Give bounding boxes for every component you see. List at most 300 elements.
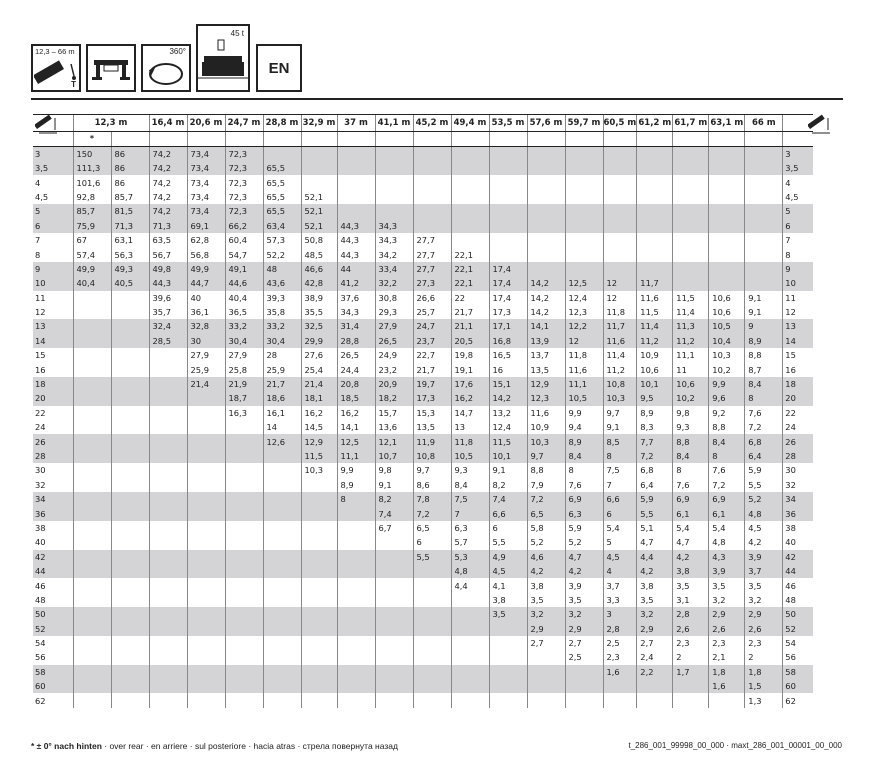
load-value-cell: 10,9 <box>527 420 565 434</box>
load-value-cell <box>225 593 263 607</box>
load-value-cell <box>375 147 413 162</box>
load-value-cell: 32,8 <box>187 319 225 333</box>
load-value-cell: 7,2 <box>527 492 565 506</box>
load-value-cell: 23,2 <box>375 362 413 376</box>
load-value-cell: 21,7 <box>263 377 301 391</box>
load-value-cell: 7,9 <box>527 478 565 492</box>
load-value-cell: 73,4 <box>187 190 225 204</box>
load-value-cell <box>451 622 489 636</box>
load-value-cell <box>375 622 413 636</box>
load-value-cell: 5,2 <box>527 535 565 549</box>
load-value-cell <box>375 161 413 175</box>
load-value-cell: 4,9 <box>489 550 527 564</box>
load-value-cell <box>73 377 111 391</box>
load-value-cell <box>187 679 225 693</box>
load-value-cell <box>375 550 413 564</box>
load-value-cell <box>263 147 301 162</box>
load-value-cell <box>451 665 489 679</box>
load-value-cell: 2,3 <box>603 650 637 664</box>
load-value-cell: 7 <box>451 506 489 520</box>
load-value-cell <box>527 650 565 664</box>
load-value-cell <box>225 665 263 679</box>
load-value-cell: 2,5 <box>603 636 637 650</box>
load-value-cell <box>413 219 451 233</box>
table-row <box>33 420 813 434</box>
load-value-cell: 21,4 <box>301 377 337 391</box>
radius-cell-left: 3 <box>33 147 73 162</box>
load-value-cell <box>637 679 673 693</box>
load-value-cell <box>337 693 375 707</box>
load-value-cell <box>673 233 709 247</box>
load-value-cell: 11,8 <box>603 305 637 319</box>
load-value-cell: 25,9 <box>263 362 301 376</box>
load-value-cell <box>709 276 745 290</box>
load-value-cell: 5,5 <box>489 535 527 549</box>
load-value-cell <box>375 204 413 218</box>
language-badge[interactable] <box>256 44 302 92</box>
load-value-cell <box>745 147 783 162</box>
load-value-cell <box>187 636 225 650</box>
load-value-cell <box>301 564 337 578</box>
load-value-cell <box>673 276 709 290</box>
load-value-cell: 12,6 <box>263 434 301 448</box>
load-value-cell <box>489 679 527 693</box>
load-value-cell: 11,4 <box>673 305 709 319</box>
boom-length-subheader: * <box>73 132 111 147</box>
load-value-cell <box>745 161 783 175</box>
radius-cell-left: 60 <box>33 679 73 693</box>
load-value-cell <box>73 607 111 621</box>
radius-cell-left: 42 <box>33 550 73 564</box>
load-value-cell: 85,7 <box>73 204 111 218</box>
load-value-cell: 6,5 <box>413 521 451 535</box>
load-value-cell: 16,3 <box>225 406 263 420</box>
load-value-cell <box>745 219 783 233</box>
load-value-cell <box>149 593 187 607</box>
load-value-cell <box>187 506 225 520</box>
load-value-cell: 14,1 <box>337 420 375 434</box>
load-value-cell: 6,7 <box>375 521 413 535</box>
load-value-cell <box>375 650 413 664</box>
load-value-cell <box>673 147 709 162</box>
load-value-cell: 6,4 <box>745 449 783 463</box>
radius-cell-right: 28 <box>783 449 813 463</box>
load-value-cell <box>527 665 565 679</box>
load-value-cell <box>451 161 489 175</box>
load-value-cell <box>73 679 111 693</box>
boom-length-header: 59,7 m <box>565 115 603 132</box>
load-value-cell: 38,9 <box>301 291 337 305</box>
load-value-cell <box>709 175 745 189</box>
load-value-cell <box>337 607 375 621</box>
load-value-cell <box>263 550 301 564</box>
load-value-cell: 10,6 <box>673 377 709 391</box>
load-value-cell <box>375 535 413 549</box>
load-value-cell <box>527 262 565 276</box>
load-value-cell <box>375 190 413 204</box>
load-value-cell: 24,4 <box>337 362 375 376</box>
boom-length-subheader <box>603 132 637 147</box>
load-value-cell: 19,7 <box>413 377 451 391</box>
radius-cell-left: 16 <box>35 364 46 375</box>
load-value-cell: 13,5 <box>413 420 451 434</box>
load-value-cell: 44,7 <box>187 276 225 290</box>
load-value-cell: 2,9 <box>745 607 783 621</box>
load-value-cell: 13,6 <box>375 420 413 434</box>
load-value-cell <box>111 348 149 362</box>
boom-length-header: 45,2 m <box>413 115 451 132</box>
load-value-cell: 11,5 <box>673 291 709 305</box>
load-value-cell: 6,3 <box>451 521 489 535</box>
load-value-cell <box>337 622 375 636</box>
load-value-cell <box>745 233 783 247</box>
table-row <box>33 276 813 290</box>
load-value-cell: 10,8 <box>603 377 637 391</box>
load-value-cell <box>225 492 263 506</box>
load-value-cell <box>565 679 603 693</box>
load-value-cell: 12 <box>565 334 603 348</box>
load-value-cell: 9,7 <box>527 449 565 463</box>
table-row <box>33 607 813 621</box>
load-value-cell: 22,1 <box>451 276 489 290</box>
load-value-cell: 3,5 <box>527 593 565 607</box>
load-value-cell: 7,8 <box>413 492 451 506</box>
load-value-cell: 6,5 <box>527 506 565 520</box>
load-value-cell <box>73 564 111 578</box>
load-value-cell <box>73 535 111 549</box>
load-value-cell: 2,6 <box>709 622 745 636</box>
load-value-cell <box>263 650 301 664</box>
load-value-cell: 8,4 <box>565 449 603 463</box>
load-value-cell: 11,6 <box>565 362 603 376</box>
load-value-cell: 8,4 <box>709 434 745 448</box>
load-value-cell: 15,3 <box>413 406 451 420</box>
load-value-cell <box>413 593 451 607</box>
load-value-cell <box>149 492 187 506</box>
boom-range-label: 12,3 – 66 m <box>35 47 75 56</box>
load-value-cell <box>225 564 263 578</box>
load-value-cell <box>111 665 149 679</box>
load-value-cell <box>709 247 745 261</box>
load-value-cell: 23,7 <box>413 334 451 348</box>
load-value-cell: 4,6 <box>527 550 565 564</box>
load-value-cell: 1,6 <box>603 665 637 679</box>
load-value-cell: 2,9 <box>527 622 565 636</box>
load-value-cell: 73,4 <box>187 204 225 218</box>
radius-cell-right: 13 <box>783 319 813 333</box>
boom-length-subheader <box>527 132 565 147</box>
load-value-cell: 92,8 <box>73 190 111 204</box>
load-value-cell <box>413 679 451 693</box>
load-value-cell <box>73 578 111 592</box>
radius-cell-left: 5 <box>33 204 73 218</box>
load-value-cell: 2 <box>745 650 783 664</box>
load-value-cell: 3,5 <box>745 578 783 592</box>
load-value-cell <box>451 175 489 189</box>
load-value-cell: 14,2 <box>527 291 565 305</box>
load-value-cell: 8 <box>337 492 375 506</box>
load-value-cell: 16,2 <box>337 406 375 420</box>
load-value-cell <box>149 406 187 420</box>
load-value-cell: 5,4 <box>603 521 637 535</box>
boom-length-header: 32,9 m <box>301 115 337 132</box>
load-value-cell <box>263 665 301 679</box>
load-value-cell: 11,6 <box>603 334 637 348</box>
load-value-cell <box>149 391 187 405</box>
load-value-cell <box>73 492 111 506</box>
load-value-cell <box>149 434 187 448</box>
table-row <box>33 305 813 319</box>
load-value-cell <box>375 665 413 679</box>
load-value-cell: 65,5 <box>263 175 301 189</box>
load-value-cell <box>263 607 301 621</box>
load-value-cell: 16,2 <box>451 391 489 405</box>
radius-cell-right: 16 <box>783 362 813 376</box>
load-value-cell <box>111 449 149 463</box>
load-value-cell: 7,4 <box>489 492 527 506</box>
boom-length-header: 37 m <box>337 115 375 132</box>
radius-cell-right: 4 <box>783 175 813 189</box>
load-value-cell: 27,9 <box>375 319 413 333</box>
load-value-cell <box>603 679 637 693</box>
table-row <box>33 204 813 218</box>
load-value-cell <box>73 449 111 463</box>
footer-note-rest: · over rear · en arriere · sul posteriore · hacia atras · стрела повернута назад <box>101 741 398 751</box>
load-value-cell: 14,2 <box>527 305 565 319</box>
radius-cell-right: 7 <box>783 233 813 247</box>
load-value-cell: 8,4 <box>673 449 709 463</box>
load-value-cell: 11,5 <box>637 305 673 319</box>
load-value-cell <box>225 578 263 592</box>
table-row <box>33 175 813 189</box>
load-value-cell <box>565 219 603 233</box>
load-value-cell <box>745 262 783 276</box>
load-value-cell: 17,3 <box>413 391 451 405</box>
load-value-cell: 10,2 <box>673 391 709 405</box>
load-value-cell: 9,8 <box>375 463 413 477</box>
radius-cell-left: 13 <box>33 319 73 333</box>
load-value-cell: 5 <box>603 535 637 549</box>
load-value-cell <box>375 593 413 607</box>
table-row <box>33 219 813 233</box>
load-value-cell <box>111 564 149 578</box>
load-value-cell: 30,8 <box>375 291 413 305</box>
boom-length-subheader <box>111 132 149 147</box>
load-value-cell <box>565 693 603 707</box>
load-value-cell <box>709 233 745 247</box>
load-value-cell <box>337 190 375 204</box>
load-value-cell <box>225 550 263 564</box>
load-value-cell: 2,9 <box>637 622 673 636</box>
load-value-cell <box>149 564 187 578</box>
load-value-cell <box>111 434 149 448</box>
load-value-cell: 49,9 <box>73 262 111 276</box>
load-value-cell: 2,6 <box>745 622 783 636</box>
load-value-cell: 3 <box>603 607 637 621</box>
load-value-cell: 7 <box>603 478 637 492</box>
load-value-cell: 39,3 <box>263 291 301 305</box>
radius-cell-right: 20 <box>783 391 813 405</box>
load-value-cell <box>565 204 603 218</box>
load-value-cell: 43,6 <box>263 276 301 290</box>
load-value-cell: 13,7 <box>527 348 565 362</box>
load-value-cell: 35,7 <box>149 305 187 319</box>
load-value-cell: 12,4 <box>565 291 603 305</box>
load-value-cell <box>337 564 375 578</box>
load-value-cell <box>413 175 451 189</box>
load-value-cell: 22 <box>451 291 489 305</box>
load-value-cell: 1,8 <box>745 665 783 679</box>
load-value-cell <box>111 593 149 607</box>
load-value-cell <box>413 578 451 592</box>
radius-cell-left: 12 <box>35 307 46 318</box>
boom-length-header: 66 m <box>745 115 783 132</box>
load-value-cell: 4 <box>603 564 637 578</box>
load-value-cell: 5,1 <box>637 521 673 535</box>
load-value-cell <box>111 463 149 477</box>
radius-cell-right: 48 <box>783 593 813 607</box>
load-value-cell: 12,1 <box>375 434 413 448</box>
load-value-cell: 16,8 <box>489 334 527 348</box>
load-value-cell <box>673 693 709 707</box>
load-value-cell: 10,3 <box>527 434 565 448</box>
load-value-cell <box>263 636 301 650</box>
radius-cell-left: 28 <box>33 449 73 463</box>
load-value-cell: 3,5 <box>489 607 527 621</box>
load-value-cell: 6,6 <box>603 492 637 506</box>
radius-header-right <box>783 115 813 132</box>
load-value-cell: 17,4 <box>489 262 527 276</box>
table-row <box>33 679 813 693</box>
load-value-cell: 72,3 <box>225 204 263 218</box>
load-value-cell <box>527 161 565 175</box>
load-value-cell <box>225 521 263 535</box>
load-value-cell <box>301 492 337 506</box>
load-value-cell: 21,9 <box>225 377 263 391</box>
load-value-cell <box>263 564 301 578</box>
load-value-cell: 24,7 <box>413 319 451 333</box>
load-value-cell: 41,2 <box>337 276 375 290</box>
radius-cell-right: 30 <box>783 463 813 477</box>
load-value-cell: 9,1 <box>745 305 783 319</box>
load-value-cell <box>149 362 187 376</box>
load-value-cell: 63,1 <box>111 233 149 247</box>
load-value-cell <box>111 391 149 405</box>
load-value-cell <box>413 693 451 707</box>
load-value-cell: 150 <box>73 147 111 162</box>
load-value-cell: 9,1 <box>375 478 413 492</box>
load-value-cell: 73,4 <box>187 175 225 189</box>
radius-cell-right: 62 <box>783 693 813 707</box>
load-value-cell: 6,6 <box>489 506 527 520</box>
load-value-cell: 28,5 <box>149 334 187 348</box>
load-value-cell <box>413 190 451 204</box>
load-value-cell <box>489 233 527 247</box>
radius-cell-left: 58 <box>33 665 73 679</box>
load-value-cell <box>337 535 375 549</box>
load-value-cell: 6,8 <box>637 463 673 477</box>
load-value-cell: 46,6 <box>301 262 337 276</box>
load-value-cell <box>111 622 149 636</box>
load-value-cell <box>375 679 413 693</box>
load-value-cell <box>263 492 301 506</box>
load-value-cell: 11,2 <box>603 362 637 376</box>
radius-cell-right: 34 <box>783 492 813 506</box>
load-value-cell: 34,3 <box>375 233 413 247</box>
header-rule <box>31 98 843 100</box>
load-value-cell: 6 <box>603 506 637 520</box>
load-value-cell: 12,5 <box>337 434 375 448</box>
load-value-cell: 18,7 <box>225 391 263 405</box>
load-value-cell <box>527 147 565 162</box>
radius-cell-right: 8 <box>783 247 813 261</box>
table-row <box>33 233 813 247</box>
load-value-cell <box>709 693 745 707</box>
load-value-cell <box>111 636 149 650</box>
slew-360-icon <box>141 44 191 92</box>
footer-code: t_286_001_99998_00_000 · maxt_286_001_00001_00_000 <box>628 741 842 750</box>
load-value-cell <box>111 291 149 305</box>
boom-length-subheader <box>375 132 413 147</box>
load-value-cell <box>603 233 637 247</box>
load-value-cell: 49,3 <box>111 262 149 276</box>
load-value-cell: 11,6 <box>527 406 565 420</box>
load-value-cell <box>187 564 225 578</box>
load-value-cell: 6,9 <box>673 492 709 506</box>
load-value-cell <box>225 622 263 636</box>
load-value-cell: 10,5 <box>709 319 745 333</box>
radius-cell-right: 10 <box>783 276 813 290</box>
radius-cell-left: 9 <box>33 262 73 276</box>
radius-cell-right: 12 <box>783 305 813 319</box>
load-value-cell: 2,6 <box>673 622 709 636</box>
load-value-cell <box>73 319 111 333</box>
load-value-cell: 33,2 <box>225 319 263 333</box>
load-value-cell <box>73 693 111 707</box>
load-value-cell: 5,8 <box>527 521 565 535</box>
load-value-cell: 44 <box>337 262 375 276</box>
radius-cell-left: 62 <box>35 695 46 706</box>
boom-length-subheader <box>187 132 225 147</box>
load-value-cell <box>149 420 187 434</box>
load-value-cell <box>673 161 709 175</box>
load-value-cell <box>263 521 301 535</box>
boom-range-icon <box>31 44 81 92</box>
load-value-cell: 4,2 <box>565 564 603 578</box>
radius-cell-right: 44 <box>783 564 813 578</box>
load-value-cell: 8,8 <box>745 348 783 362</box>
load-value-cell: 10,3 <box>603 391 637 405</box>
load-value-cell <box>337 665 375 679</box>
radius-cell-left: 20 <box>33 391 73 405</box>
load-value-cell <box>73 391 111 405</box>
load-value-cell: 4,8 <box>745 506 783 520</box>
load-value-cell: 6,1 <box>709 506 745 520</box>
load-value-cell <box>637 693 673 707</box>
load-value-cell <box>673 219 709 233</box>
load-value-cell: 11,6 <box>637 291 673 305</box>
load-value-cell <box>73 434 111 448</box>
load-value-cell <box>111 334 149 348</box>
load-value-cell: 14,2 <box>489 391 527 405</box>
load-value-cell <box>187 650 225 664</box>
load-value-cell: 18,1 <box>301 391 337 405</box>
load-value-cell <box>225 434 263 448</box>
load-value-cell <box>337 550 375 564</box>
load-value-cell: 3,2 <box>709 593 745 607</box>
table-row <box>33 291 813 305</box>
load-value-cell: 11,5 <box>489 434 527 448</box>
